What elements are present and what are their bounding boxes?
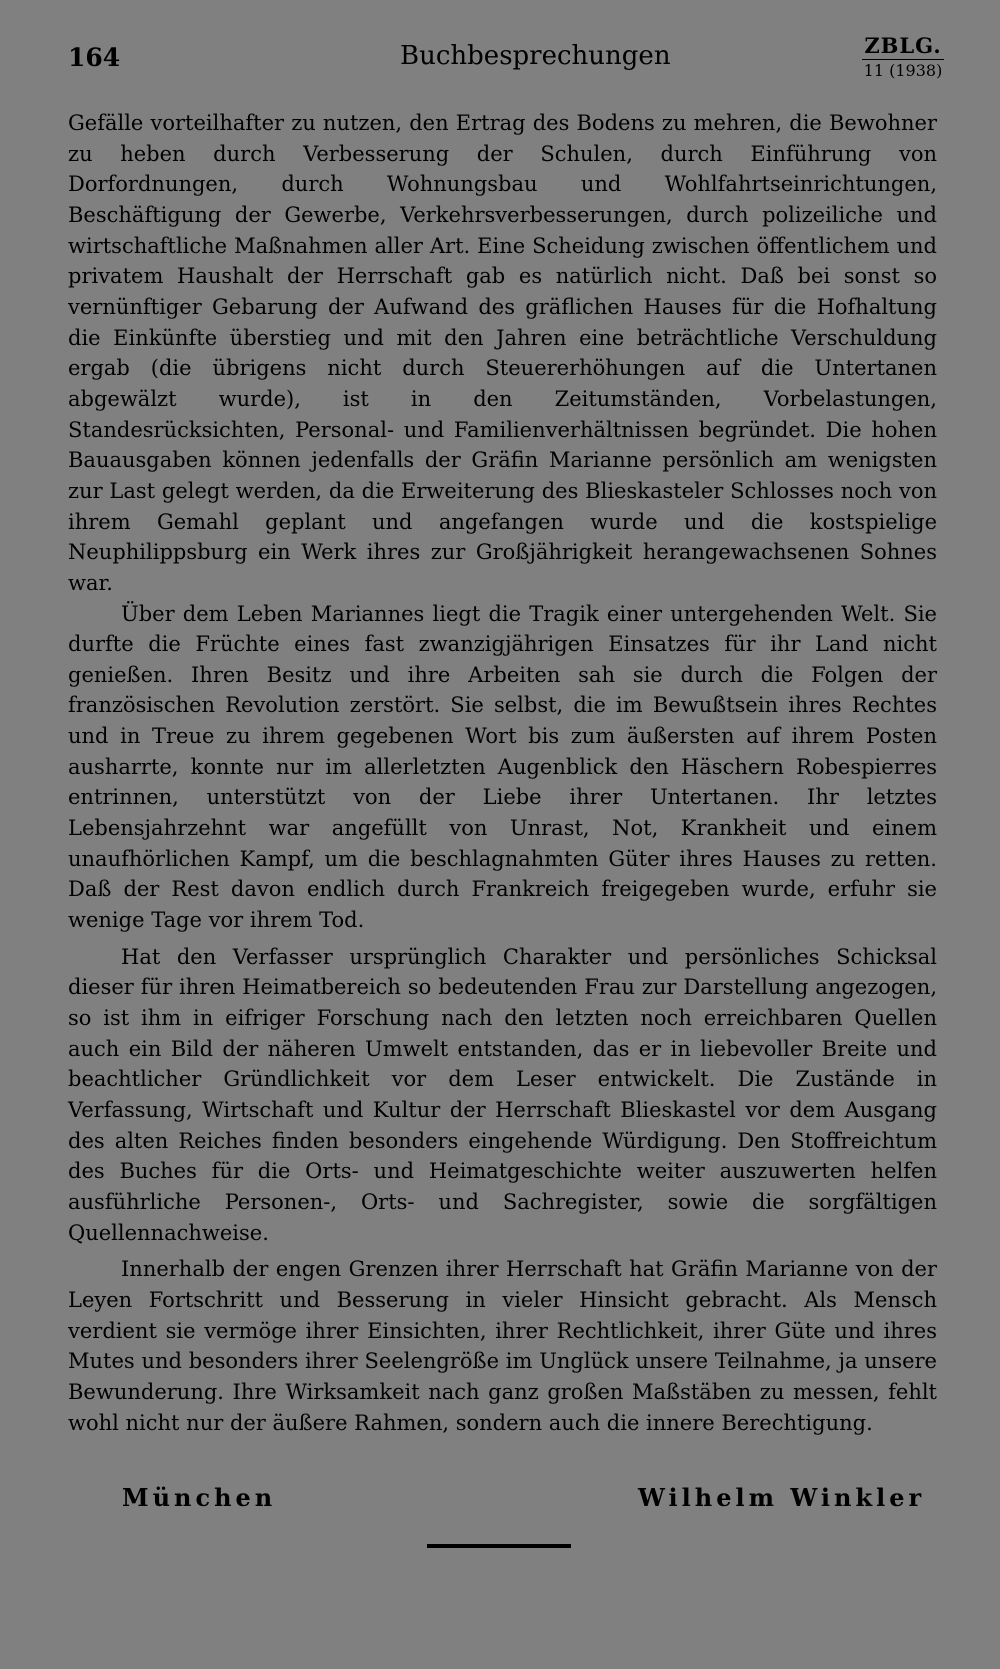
paragraph: Innerhalb der engen Grenzen ihrer Herrschaft hat Gräfin Marianne von der Leyen Fortschritt und Besserung in vieler Hinsicht gebracht. Als Mensch verdient sie vermöge ihrer Einsichten, ihrer Rechtlichkeit, ihrer Güte und ihres Mutes und besonders ihrer Seelengröße im Unglück unsere Teilnahme, ja unsere Bewunderung. Ihre Wirksamkeit nach ganz großen Maßstäben zu messen, fehlt wohl nicht nur der äußere Rahmen, sondern auch die innere Berechtigung.: [68, 1257, 937, 1435]
journal-volume: 11 (1938): [863, 61, 943, 80]
journal-reference: [862, 34, 944, 81]
page-number: 164: [68, 43, 121, 72]
closing-place: München: [122, 1483, 277, 1512]
paragraph: Hat den Verfasser ursprünglich Charakter und persönliches Schicksal dieser für ihren Heimatbereich so bedeutenden Frau zur Darstellung angezogen, so ist ihm in eifriger Forschung nach den letzten noch erreichbaren Quellen auch ein Bild der näheren Umwelt entstanden, das er in liebevoller Breite und beachtlicher Gründlichkeit vor dem Leser entwickelt. Die Zustände in Verfassung, Wirtschaft und Kultur der Herrschaft Blieskastel vor dem Ausgang des alten Reiches finden besonders eingehende Würdigung. Den Stoffreichtum des Buches für die Orts- und Heimatgeschichte weiter auszuwerten helfen ausführliche Personen-, Orts- und Sachregister, sowie die sorgfältigen Quellennachweise.: [68, 944, 937, 1245]
paragraph: Gefälle vorteilhafter zu nutzen, den Ertrag des Bodens zu mehren, die Bewohner zu heben durch Verbesserung der Schulen, durch Einführung von Dorfordnungen, durch Wohnungsbau und Wohlfahrtseinrichtungen, Beschäftigung der Gewerbe, Verkehrsverbesserungen, durch polizeiliche und wirtschaftliche Maßnahmen aller Art. Eine Scheidung zwischen öffentlichem und privatem Haushalt der Herrschaft gab es natürlich nicht. Daß bei sonst so vernünftiger Gebarung der Aufwand des gräflichen Hauses für die Hofhaltung die Einkünfte überstieg und mit den Jahren eine beträchtliche Verschuldung ergab (die übrigens nicht durch Steuererhöhungen auf die Untertanen abgewälzt wurde), ist in den Zeitumständen, Vorbelastungen, Standesrücksichten, Personal- und Familienverhältnissen begründet. Die hohen Bauausgaben können jedenfalls der Gräfin Marianne persönlich am wenigsten zur Last gelegt werden, da die Erweiterung des Blieskasteler Schlosses noch von ihrem Gemahl geplant und angefangen wurde und die kostspielige Neuphilippsburg ein Werk ihres zur Großjährigkeit herangewachsenen Sohnes war.: [68, 111, 937, 595]
review-author: Wilhelm Winkler: [638, 1483, 926, 1512]
review-body: [68, 108, 937, 1438]
end-rule: [427, 1544, 571, 1548]
running-title: Buchbesprechungen: [400, 41, 671, 71]
paragraph: Über dem Leben Mariannes liegt die Tragik einer untergehenden Welt. Sie durfte die Früchte eines fast zwanzigjährigen Einsatzes für ihr Land nicht genießen. Ihren Besitz und ihre Arbeiten sah sie durch die Folgen der französischen Revolution zerstört. Sie selbst, die im Bewußtsein ihres Rechtes und in Treue zu ihrem gegebenen Wort bis zum äußersten auf ihrem Posten ausharrte, konnte nur im allerletzten Augenblick den Häschern Robespierres entrinnen, unterstützt von der Liebe ihrer Untertanen. Ihr letztes Lebensjahrzehnt war angefüllt von Unrast, Not, Krankheit und einem unaufhörlichen Kampf, um die beschlagnahmten Güter ihres Hauses zu retten. Daß der Rest davon endlich durch Frankreich freigegeben wurde, erfuhr sie wenige Tage vor ihrem Tod.: [68, 601, 937, 933]
journal-abbreviation: ZBLG.: [862, 34, 944, 60]
